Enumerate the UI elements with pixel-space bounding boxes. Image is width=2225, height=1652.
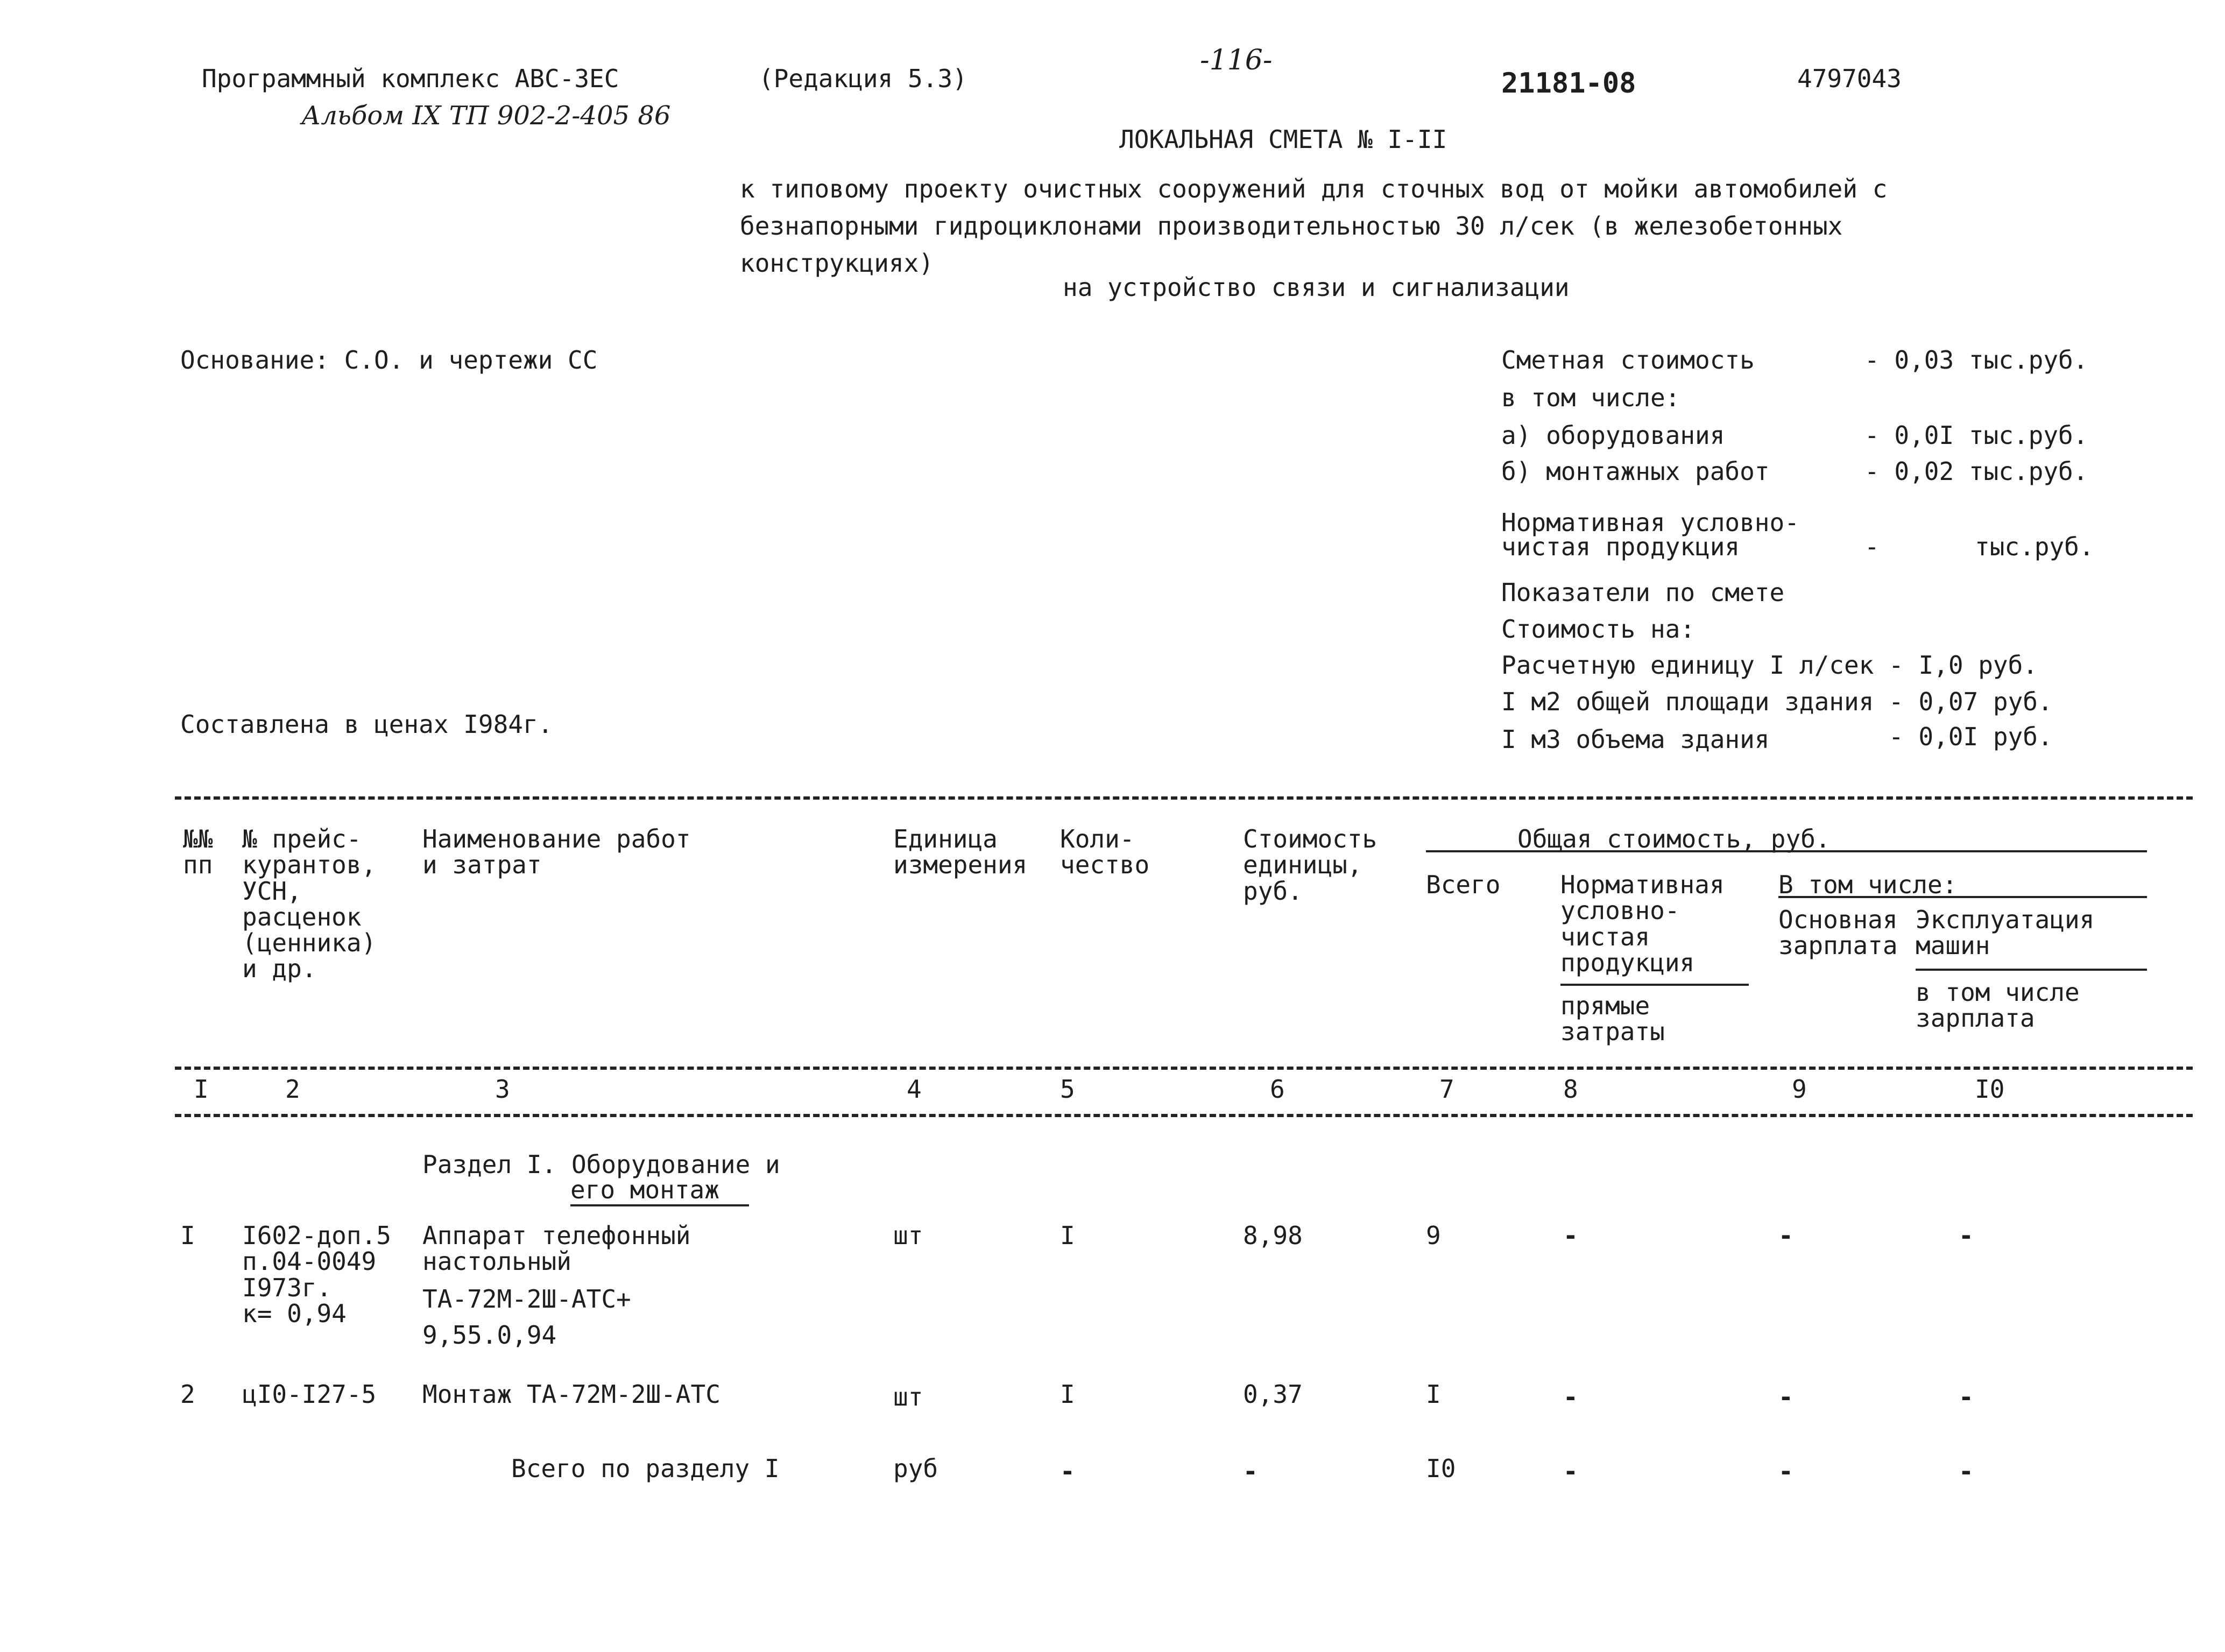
project-description-line-1: к типовому проекту очистных сооружений для сточных вод от мойки автомобилей с [740,174,1888,203]
col-number-3: 3 [495,1075,510,1104]
net-output-label-1: Нормативная условно- [1501,508,1799,537]
row-1-net-output: - [1563,1221,1578,1250]
net-output-dash: - [1864,532,1880,561]
program-name: Программный комплекс АВС-ЗЕС [202,64,619,93]
document-number: 4797043 [1797,64,1902,93]
installation-cost-value: - 0,02 тыс.руб. [1864,457,2088,486]
cost-for-label: Стоимость на: [1501,615,1696,644]
net-output-unit: тыс.руб. [1975,532,2094,561]
col-number-6: 6 [1270,1075,1285,1104]
including-group-header: В том числе: [1778,870,1958,899]
row-2-unit: шт [893,1382,923,1411]
row-1-quantity: I [1060,1221,1075,1250]
table-header-divider [175,1067,2193,1070]
row-2-code: цI0-I27-5 [242,1380,377,1409]
col-number-10: I0 [1975,1075,2005,1104]
installation-cost-label: б) монтажных работ [1501,457,1770,486]
total-cost-group-rule [1426,850,2147,852]
equipment-cost-value: - 0,0I тыс.руб. [1864,421,2088,450]
row-1-code: I602-доп.5 п.04-0049 I973г. к= 0,94 [242,1221,391,1328]
section-total-unit-cost: - [1243,1457,1258,1486]
row-1-total: 9 [1426,1221,1441,1250]
col-number-7: 7 [1439,1075,1454,1104]
row-2-name: Монтаж ТА-72М-2Ш-АТС [422,1380,721,1409]
including-label: в том числе: [1501,383,1680,412]
cost-per-unit: Расчетную единицу I л/сек - I,0 руб. [1501,651,2038,680]
page-number: -116- [1200,44,1273,76]
col-number-1: I [194,1075,209,1104]
col-machines-salary-header: в том числе зарплата [1916,978,2080,1033]
row-1-name-model: ТА-72М-2Ш-АТС+ [422,1284,631,1314]
cost-per-area: I м2 общей площади здания - 0,07 руб. [1501,687,2053,716]
section-total-label: Всего по разделу I [511,1454,780,1483]
section-title-underlined: его монтаж [570,1175,749,1206]
col-direct-costs-header: прямые затраты [1560,991,1665,1047]
col-name-header: Наименование работ и затрат [422,824,691,880]
row-1-base-salary: - [1778,1221,1793,1250]
col-number-2: 2 [285,1075,300,1104]
table-numbers-divider [175,1114,2193,1117]
row-1-unit: шт [893,1221,923,1250]
indicators-label: Показатели по смете [1501,578,1785,607]
section-total-quantity: - [1060,1457,1075,1486]
total-cost-group-header: Общая стоимость, руб. [1517,824,1831,853]
row-2-net-output: - [1563,1382,1578,1411]
project-description-line-2: безнапорными гидроциклонами производительностью 30 л/сек (в железобетонных [740,211,1843,241]
section-total-unit: руб [893,1454,938,1483]
section-total-net-output: - [1563,1457,1578,1486]
estimate-title: ЛОКАЛЬНАЯ СМЕТА № I-II [1119,125,1447,154]
album-handwritten: Альбом IX ТП 902-2-405 86 [301,101,671,131]
estimated-cost-value: - 0,03 тыс.руб. [1864,345,2088,375]
row-1-name-calculation: 9,55.0,94 [422,1321,557,1350]
row-2-unit-cost: 0,37 [1243,1380,1303,1409]
col-net-output-header: Нормативная условно- чистая продукция [1560,870,1725,977]
net-output-label-2: чистая продукция [1501,532,1740,561]
section-title: Раздел I. Оборудование и [422,1150,780,1179]
equipment-cost-label: а) оборудования [1501,421,1725,450]
row-1-name: Аппарат телефонный настольный [422,1221,691,1276]
document-code: 21181-08 [1501,67,1636,100]
col-quantity-header: Коли- чество [1060,824,1150,880]
col-number-8: 8 [1563,1075,1578,1104]
net-output-rule [1560,984,1749,986]
estimate-subject: на устройство связи и сигнализации [1063,273,1570,302]
col-unit-cost-header: Стоимость единицы, руб. [1243,824,1378,906]
row-2-total: I [1426,1380,1441,1409]
basis: Основание: С.О. и чертежи СС [180,345,598,375]
col-total-header: Всего [1426,870,1501,899]
section-title-line-2 [570,1177,749,1203]
row-1-machines: - [1959,1221,1974,1250]
col-number-5: 5 [1060,1075,1075,1104]
prices-year: Составлена в ценах I984г. [180,710,553,739]
row-1-number: I [180,1221,195,1250]
col-number-header: №№ пп [183,824,213,880]
row-2-quantity: I [1060,1380,1075,1409]
edition: (Редакция 5.3) [759,64,967,93]
col-pricelist-header: № прейс- курантов, УСН, расценок (ценника) и др. [242,824,377,984]
estimated-cost-label: Сметная стоимость [1501,345,1755,375]
table-top-divider [175,796,2193,800]
row-1-unit-cost: 8,98 [1243,1221,1303,1250]
machines-rule [1916,969,2147,971]
section-total-machines: - [1959,1457,1974,1486]
including-group-rule [1778,896,2147,898]
section-total-base-salary: - [1778,1457,1793,1486]
section-total-total: I0 [1426,1454,1456,1483]
row-2-number: 2 [180,1380,195,1409]
col-number-9: 9 [1792,1075,1807,1104]
row-2-base-salary: - [1778,1382,1793,1411]
col-number-4: 4 [907,1075,922,1104]
cost-per-volume-label: I м3 объема здания [1501,725,1770,754]
cost-per-volume-value: - 0,0I руб. [1889,722,2053,751]
row-2-machines: - [1959,1382,1974,1411]
project-description-line-3: конструкциях) [740,249,934,278]
col-unit-header: Единица измерения [893,824,1028,880]
col-machines-header: Эксплуатация машин [1916,905,2095,961]
col-base-salary-header: Основная зарплата [1778,905,1898,961]
